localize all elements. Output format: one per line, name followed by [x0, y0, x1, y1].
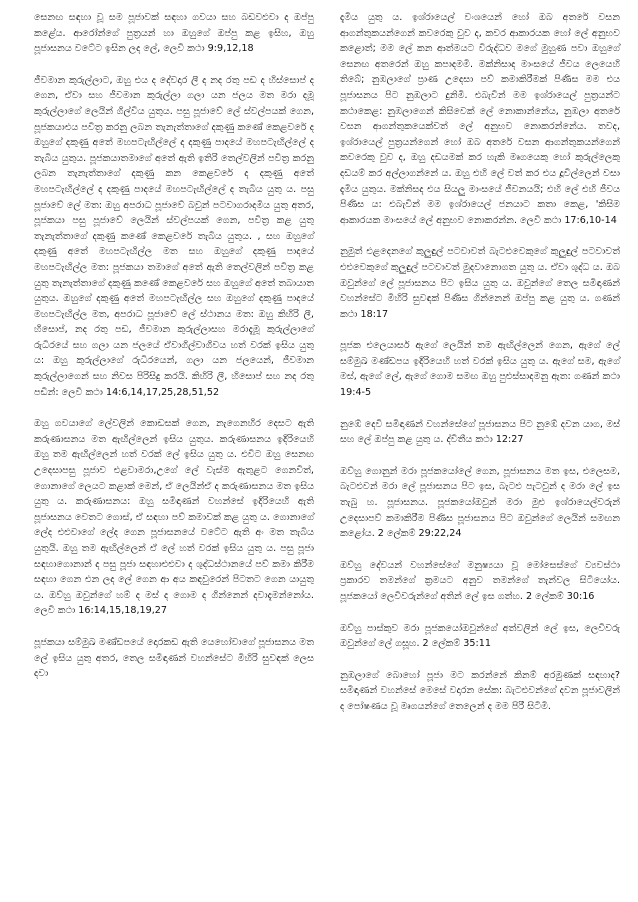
paragraph: පූජක එලෙයාසර් ඇගේ ලෙයින් තම ඇඟිල්ලෙන් ගෙන, ඇගේ ලේ සම්මුඛ මණ්ඩපය ඉදිරියෙහි හත් වරක් ඉසිය යුතු ය. ඇගේ සම, ඇගේ මස්, ඇගේ ලේ, ඇගේ ගොම සමඟ ඔහු පුළුස්සාදමනු ඇත: ගණන් කථා 19:4-5 [340, 340, 620, 399]
paragraph: ජීවමාන කුරුල්ලාට, ඔහු එය ද දේවදාර ලී ද නද රතු පඩ ද හිස්සොප් ද ගෙන, ඒවා සහ ජීවමාන කුරුල්ලා ගලා යන ජලය මත මරා දමූ කුරුල්ලාගේ ලෙයින් ගිල්විය යුතුය. පසු පූජාවේ ලේ ස්වල්පයක් ගෙන, පූජකයාඑය පවිත්‍ර කරනු ලබන තැනැත්තාගේ දකුණු කණේ කෙළවරේ ද ඔහුගේ දකුණු අතේ මහපටැඟිල්ලේ ද දකුණු පාදයේ මහපටැඟිල්ලේ ද තැබිය යුතුය. පූජකයාතමාගේ අතේ ඇති ඉතිරි තෙල්වලින් පවිත්‍ර කරනු ලබන තැනැත්තාගේ දකුණු කන කෙළවරේ ද දකුණු අතේ මහපටැඟිල්ලේ ද දකුණු පාදයේ මහපටැඟිල්ලේ ද තැබිය යුතු ය. පසු පූජාවේ ලේ මත: ඔහු අපරාධ පූජාවේ බවුන් පටවාගරාදමිය යුතු අතර, පූජකයා පසු පූජාවේ ලෙයින් ස්වල්පයක් ගෙන, පවිත්‍ර කළ යුතු තැනැත්තාගේ දකුණු කණේ කෙළවරේ තැබිය යුතුය. , සහ ඔහුගේ දකුණු අතේ මහපටැඟිල්ල මත සහ ඔහුගේ දකුණු පාදයේ මහපටැඟිල්ල මත: පූජකයා තමාගේ අතේ ඇති තෙල්වලින් පවිත්‍ර කළ යුතු තැනැත්තාගේ දකුණු කණේ කෙළවරේ සහ ඔහුගේ අතේ තබායාත යුතුය. ඔහුගේ දකුණු අතේ මහපටැඟිල්ල සහ ඔහුගේ දකුණු පාදයේ මහපටැඟිල්ල මත, අපරාධ පූජාවේ ලේ ස්ථානය මත: ඔහු කිහිරි ලී, හිසොප්, නද රතු පඩ, ජීවමාන කුරුල්ලාසහ මරාදැමූ කුරුල්ලාගේ රුධිරයේ සහ ගලා යන ජලයේ ඒවාගිල්වාගිවය හත් වරක් ඉසිය යුතු ය: ඔහු කුරුල්ලාගේ රුධිරයෙන්, ගලා යන ජලයෙන්, ජීවමාන කුරුල්ලාගෙන් සහ නිවස පිරිසිදු කරයි. කිහිරි ලී, හිසොප් සහ නද රතු පඩින්: ලෙවී කථා 14:6,14,17,25,28,51,52 [34, 74, 314, 398]
paragraph: ඔහු ගවයාගේ ලේවලින් කොඩසක් ගෙන, නැගෙනහිර දෙසට ඇති කරුණාසනය මත ඇඟිල්ලෙන් ඉසිය යුතුය. කරුණාසනය ඉදිරියෙහි ඔහු තම ඇඟිල්ලෙන් හත් වරක් ලේ ඉසිය යුතු ය. එවිට ඔහු සෙනඟ උදෙසාපසු පූජාව එළවාමරා,උගේ ලේ වැස්ම ඇතුළට ගෙනවිත්, ගොනාගේ ලෙයට කළාක් මෙන්, ඒ ලෙයින්ඒ ද කරුණාසනය මත ඉසිය යුතු ය. කරුණාසනය: ඔහු සමිඳාණන් වහන්සේ ඉදිරියෙහි ඇති පූජාසනය වෙතට ගොස්, ඒ සඳහා පව් කමාවක් කළ යුතු ය. ගොනාගේ ලේද එළුවාගේ ලේද ගෙන පූජාසනයේ වටේට ඇති අං මත තැබිය යුතුයි. ඔහු තම ඇඟිල්ලෙන් ඒ ලේ හත් වරක් ඉසිය යුතු ය. පසු පූජා සඳහාගොනාන් ද පසු පූජා සඳහාඑළුවා ද ශුද්ධස්ථානයේ පව් කමා කිරීම සඳහා ගෙන එන ලද ලේ ගෙන ආ අය කඳවුරෙන් පිටතට ගෙන යායුතු ය. ඔව්හු ඔවුන්ගේ හම් ද මස් ද ගොම ද ගින්නෙන් දවාදැමන්නෝය. ලෙවී කථා 16:14,15,18,19,27 [34, 418, 314, 617]
paragraph: දැමිය යුතු ය. ඉශ්රායෙල් වංශයෙන් හෝ ඔබ අතරේ වසන ආගන්තුකයන්ගෙන් කවරෙකු වුව ද, කවර ආකාරයක හෝ ලේ අනුභව කළොත්; මම ලේ කන ආත්මයට විරුද්ධව මගේ මුහුණ පවා ඔහුගේ සෙනඟ අතරෙන් ඔහු කපාදමමි. මක්නිසාද මාංසයේ ජීවය ලෙයෙහි තිබේ; නුඹලාගේ ප්‍රාණ උදෙසා පව් කමාකිරීමක් පිණිස මම එය පූජාසනය පිට නුඹලාට දුනිමි. එබැවින් මම ඉශ්රායෙල් පුත්‍රයන්ට කථාකෙළ: නුඹලාගෙන් කිසිවෙක් ලේ නොකාන්නේය, නුඹලා අතරේ වසන ආගන්තුකයෙක්වත් ලේ අනුභව නොකරන්නේය. තවද, ඉශ්රායෙල් පුත්‍රයන්ගෙන් හෝ ඔබ අතරේ වසන ආගන්තුකයන්ගෙන් කවරෙකු වුව ද, ඔහු දඩයමක් කර හැකි මෘගයෙකු හෝ කුරුල්ලෙකු දඩයම් කර අල්ලාගන්නේ ය. ඔහු එහි ලේ වත් කර එය දූවිල්ලෙන් වසා දැමිය යුතුය. මක්නිසද එය සියලු මාංසයේ ජීවනයයි; එහි ලේ එහි ජීවය පිණිස ය: එබැවින් මම ඉශ්රායෙල් ජනයාට කතා කෙළ, 'කිසිම ආකාරයක මාංසයේ ලේ අනුභව නොකරන්න. ලෙවී කථා 17:6,10-14 [340, 12, 620, 226]
paragraph: නුමුත් එළදෙනගේ කුලුඳුල් පටවාවත් බැටළුවෙකුගේ කුලුඳුල් පටවාවත් එළුවෙකුගේ කුලුඳුල් පටවාවත් මුදවානොගත යුතු ය. ඒවා ශුද්ධ ය. ඔබ ඔවුන්ගේ ලේ පූජාසනය පිට ඉසිය යුතු ය. ඔවුන්ගේ තෙල සමිඳාණන් වහන්සේට මිහිරි සුවඳක් පිණිස ගින්නෙන් ඔප්පු කළ යුතු ය. ගණන් කථා 18:17 [340, 246, 620, 320]
paragraph: ඔව්හු පාස්කුව මරා පූජකයෝඔවුන්ගේ අත්වලින් ලේ ඉස, ලෙවීවරු ඔවුන්ගේ ලේ ගසූහ. 2 ලේකම් 35:11 [340, 622, 620, 650]
paragraph: නුඹලාගේ බොහෝ පූජා මට කරන්නේ කිනම් අරමුණක් සඳහාද? සමිඳාණන් වහන්සේ මෙසේ වදාරන සේක: බැටළුවන්ගේ දවන පූජාවලින් ද පෝෂණය වූ මෘගයන්ගේ තෙලෙන් ද මම පිරී සිටිමි. [340, 669, 620, 712]
right-column [340, 10, 620, 892]
left-column [34, 10, 314, 892]
paragraph: ඔව්හු ගොනුන් මරා පූජකයෝලේ ගෙන, පූජාසනය මත ඉස, එලෙසම, බැටළුවන් මරා ලේ පූජාසනය පිට ඉස, බැටළු පැටවුන් ද මරා ලේ ඉස තැබු හ. පූජාසනය. පූජකයෝඔවුන් මරා මුළු ඉශ්රායෙල්වරුන් උදෙසාපව් කමාකිරීම පිණිස පූජාසනය පිට ඔවුන්ගේ ලෙයින් සමඟන කළෝය. 2 ලේකම් 29:22,24 [340, 465, 620, 540]
paragraph: සෙනඟ සඳහා වූ සම පූජාවක් සඳහා ගවයා සහ බඩවළුවා ද ඔප්පු කළේය. ආරෝන්ගේ පුත්‍රයන් හා ඔහුගේ ඔප්පු කළ ඉසිහ, ඔහු පූජාසනය වටේට ඉසින ලද ලේ, ලෙවී කථා 9:9,12,18 [34, 12, 314, 55]
paragraph: පූජකයා සම්මුඛ මණ්ඩපයේ දොරකඩ ඇති යෙහෝවාගේ පූජාසනය මත ලේ ඉසිය යුතු අතර, තෙල සමිඳාණන් වහන්සේට මිහිරි සුවඳක් ලෙස දවා [34, 636, 314, 680]
paragraph: නුඹේ දෙවි සමිඳාණන් වහන්සේගේ පූජාසනය පිට නුඹේ දවන යාග, මස් සහ ලේ ඔප්පු කළ යුතු ය. ද්විතීය කථා 12:27 [340, 418, 620, 446]
paragraph: ඔව්හු දේවයන් වහන්සේගේ මනුෂ්‍යයා වූ මෝසෙස්ගේ ව්‍යවස්ථා ප්‍රකාරව තමන්ගේ ක්‍රමයට අනුව තමන්ගේ තැන්වල සිටියෝය. පූජකයෝ ලෙවීවරුන්ගේ අතින් ලේ ඉස ගත්හ. 2 ලේකම් 30:16 [340, 559, 620, 602]
